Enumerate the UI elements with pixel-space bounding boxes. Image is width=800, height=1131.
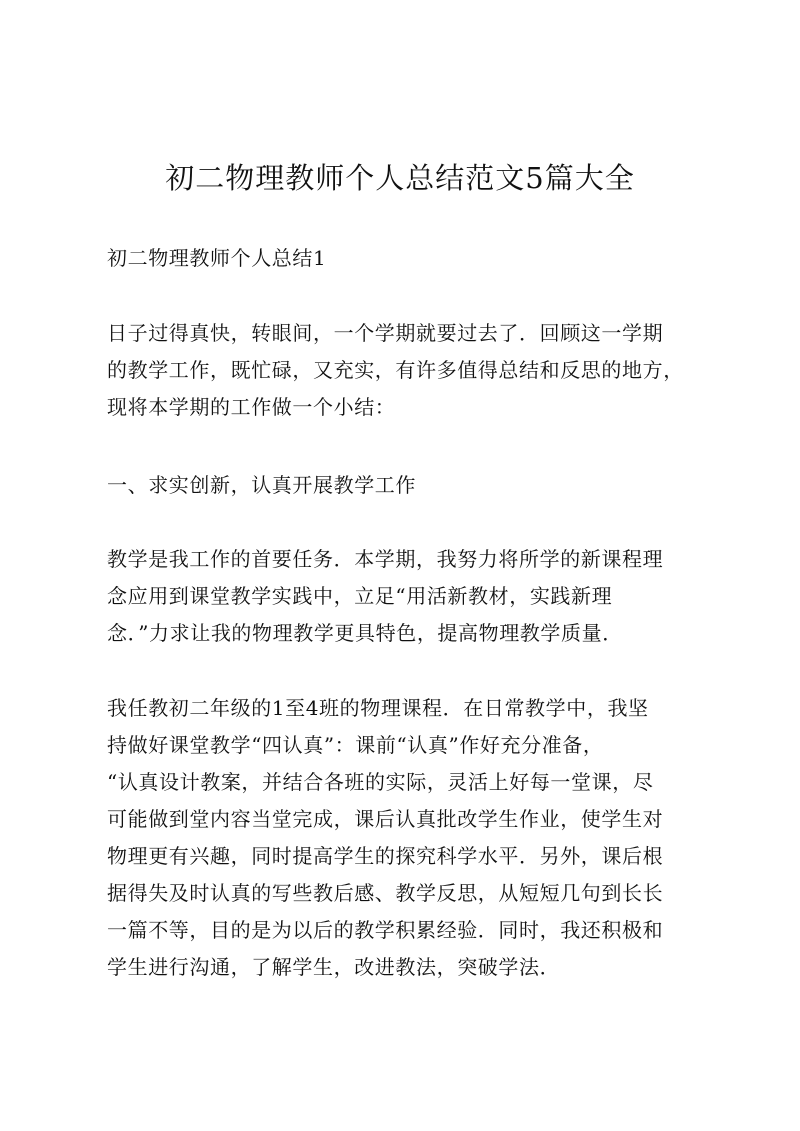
teaching-paragraph [107, 541, 707, 652]
paragraph-line: 据得失及时认真的写些教后感、教学反思，从短短几句到长长 [107, 881, 664, 905]
paragraph-line: 可能做到堂内容当堂完成，课后认真批改学生作业，使学生对 [107, 807, 664, 831]
paragraph-line: 物理更有兴趣，同时提高学生的探究科学水平．另外，课后根 [107, 844, 664, 868]
paragraph-line: “认真设计教案，并结合各班的实际，灵活上好每一堂课，尽 [107, 770, 654, 794]
paragraph-line: 念应用到课堂教学实践中，立足“用活新教材，实践新理 [107, 584, 613, 608]
paragraph-line: 一篇不等，目的是为以后的教学积累经验．同时，我还积极和 [107, 918, 664, 942]
subheading-block [107, 240, 707, 277]
paragraph-line: 持做好课堂教学“四认真”：课前“认真”作好充分准备， [107, 733, 604, 757]
paragraph-line: 日子过得真快，转眼间，一个学期就要过去了．回顾这一学期 [107, 321, 664, 345]
paragraph-line: 的教学工作，既忙碌，又充实，有许多值得总结和反思的地方， [107, 358, 684, 382]
classes-paragraph [107, 690, 707, 986]
document-title: 初二物理教师个人总结范文5篇大全 [165, 161, 635, 195]
paragraph-line: 现将本学期的工作做一个小结： [107, 395, 396, 419]
intro-paragraph [107, 315, 707, 426]
subheading: 初二物理教师个人总结1 [107, 246, 327, 270]
paragraph-line: 教学是我工作的首要任务．本学期，我努力将所学的新课程理 [107, 547, 664, 571]
paragraph-line: 我任教初二年级的1至4班的物理课程．在日常教学中，我坚 [107, 696, 649, 720]
paragraph-line: 念．”力求让我的物理教学更具特色，提高物理教学质量． [107, 621, 623, 645]
section-heading-block [107, 467, 707, 504]
section-heading: 一、求实创新，认真开展教学工作 [107, 473, 416, 497]
paragraph-line: 学生进行沟通，了解学生，改进教法，突破学法． [107, 955, 561, 979]
